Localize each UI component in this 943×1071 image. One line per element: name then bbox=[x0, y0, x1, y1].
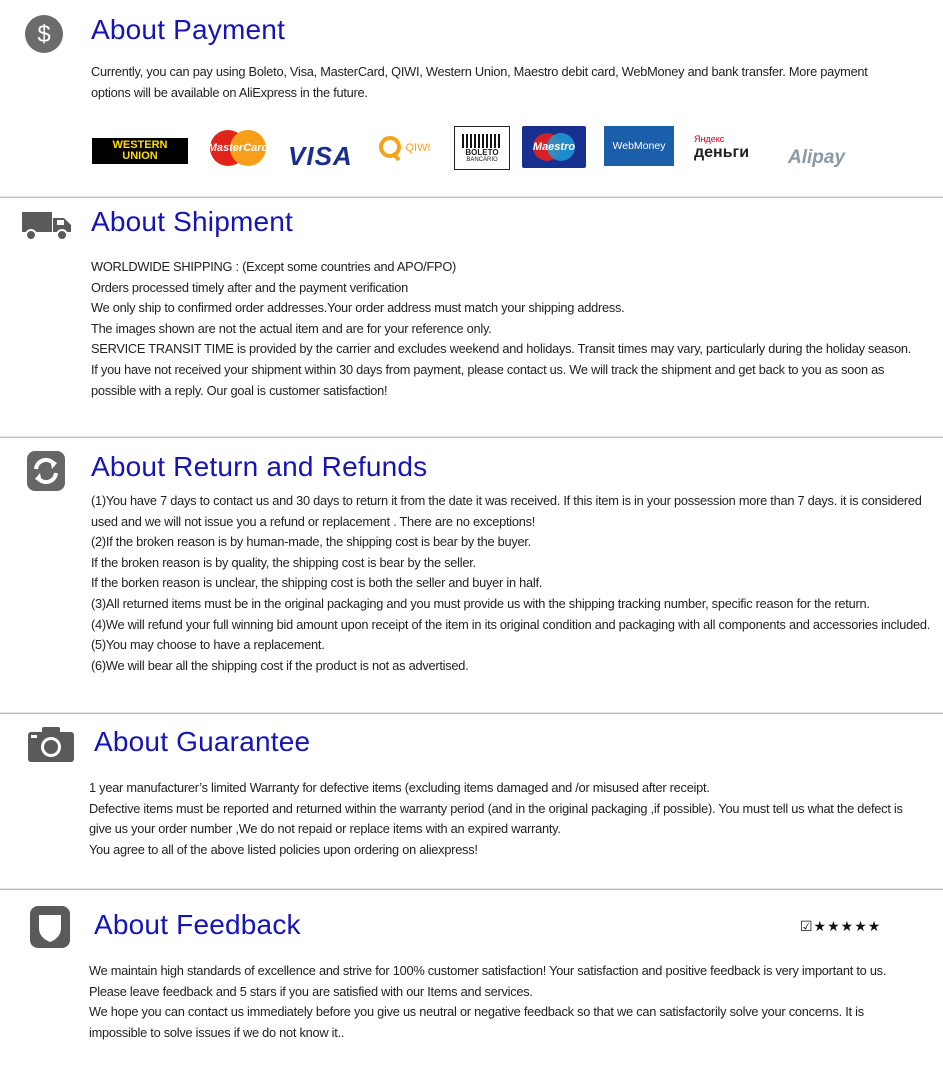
webmoney-logo: WebMoney bbox=[604, 126, 674, 166]
boleto-logo: BOLETO BANCÁRIO bbox=[454, 126, 510, 170]
camera-icon bbox=[28, 726, 74, 762]
shipment-title: About Shipment bbox=[91, 206, 294, 237]
returns-text: (1)You have 7 days to contact us and 30 days to return it from the date it was received. If this item is in your possession more than 7 days. it is considered used and we will not issue you a refund or replacement . There are no exceptions! (2)If the broken reason is by human-made, the shipping cost is bear by the buyer. If the broken reason is by quality, the shipping cost is bear by the seller. If the borken reason is unclear, the shipping cost is both the seller and buyer in half. (3)All returned items must be in the original packaging and you must provide us with the shipping tracking number, specific reason for the return. (4)We will refund your full winning bid amount upon receipt of the item in its original condition and packaging with all components and accessories included. (5)You may choose to have a replacement. (6)We will bear all the shipping cost if the product is not as advertised. bbox=[91, 493, 931, 673]
payment-text: Currently, you can pay using Boleto, Visa, MasterCard, QIWI, Western Union, Maestro debit card, WebMoney and bank transfer. More payment options will be available on AliExpress in the future. bbox=[91, 64, 868, 100]
shipment-text: WORLDWIDE SHIPPING : (Except some countries and APO/FPO) Orders processed timely after and the payment verification We only ship to confirmed order addresses.Your order address must match your shipping address. The images shown are not the actual item and are for your reference only. SERVICE TRANSIT TIME is provided by the carrier and excludes weekend and holidays. Transit times may vary, particularly during the holiday season. If you have not received your shipment within 30 days from payment, please contact us. We will track the shipment and get back to you as soon as possible with a reply. Our goal is customer satisfaction! bbox=[91, 259, 912, 398]
svg-text:$: $ bbox=[37, 21, 51, 48]
qiwi-logo: QIWI bbox=[368, 126, 442, 170]
feedback-text: We maintain high standards of excellence and strive for 100% customer satisfaction! Your satisfaction and positive feedback is very important to us. Please leave feedback and 5 stars if you are satisfied with our Items and services. We hope you can contact us immediately before you give us neutral or negative feedback so that we can satisfactorily solve your concerns. It is impossible to solve issues if we do not know it.. bbox=[89, 963, 887, 1040]
visa-logo: VISA bbox=[288, 140, 353, 171]
guarantee-text: 1 year manufacturer’s limited Warranty for defective items (excluding items damaged and /or misused after receipt. Defective items must be reported and returned within the warranty period (and in the original packaging ,if possible). You must tell us what the defect is give us your order number ,We do not repaid or replace items with an expired warranty. You agree to all of the above listed policies upon ordering on aliexpress! bbox=[89, 780, 903, 857]
dollar-icon bbox=[24, 14, 64, 54]
western-union-logo: WESTERN UNION bbox=[92, 138, 188, 164]
divider bbox=[0, 888, 943, 890]
divider bbox=[0, 436, 943, 438]
yandex-money-logo: Яндекс деньги bbox=[694, 134, 750, 161]
guarantee-title: About Guarantee bbox=[94, 726, 311, 757]
payment-title: About Payment bbox=[91, 14, 286, 45]
feedback-title: About Feedback bbox=[94, 909, 301, 940]
payment-logos bbox=[92, 126, 872, 174]
alipay-logo: Alipay bbox=[788, 147, 846, 168]
five-star-rating: ☑★★★★★ bbox=[800, 918, 882, 934]
truck-icon bbox=[22, 208, 72, 242]
refresh-icon bbox=[26, 450, 66, 490]
divider bbox=[0, 712, 943, 714]
maestro-logo: Maestro bbox=[522, 126, 586, 168]
mastercard-logo: MasterCard bbox=[206, 126, 270, 170]
divider bbox=[0, 196, 943, 198]
returns-title: About Return and Refunds bbox=[91, 451, 428, 482]
shield-icon bbox=[30, 906, 70, 948]
